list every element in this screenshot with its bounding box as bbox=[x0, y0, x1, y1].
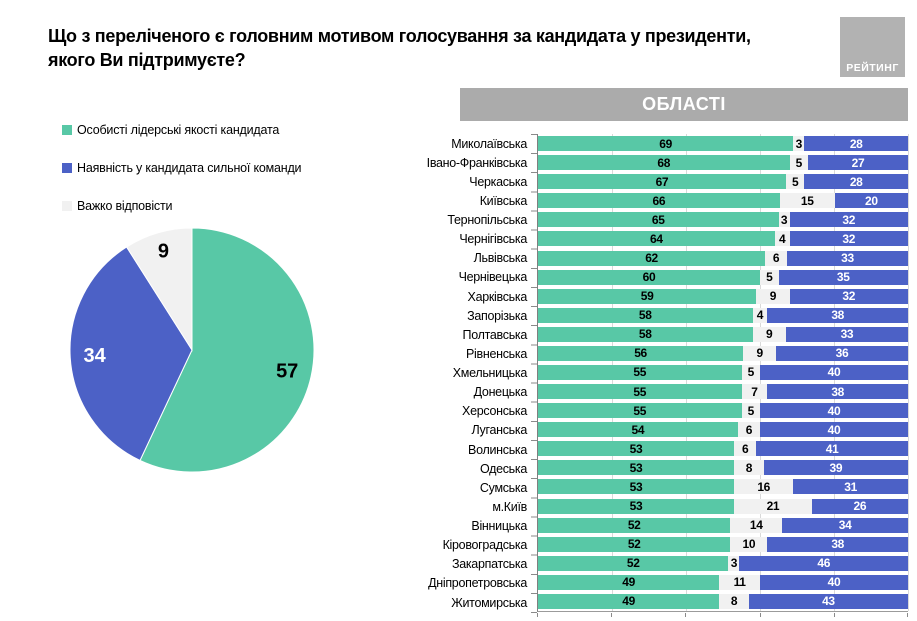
legend-label: Важко відповісти bbox=[77, 198, 173, 213]
rating-logo bbox=[840, 17, 905, 77]
bar-segment bbox=[760, 422, 908, 437]
bar-segment bbox=[790, 289, 908, 304]
legend-swatch-icon bbox=[62, 201, 72, 211]
bar-category-label: Черкаська bbox=[469, 174, 527, 189]
stacked-bar-plot bbox=[537, 134, 908, 612]
bar-segment bbox=[538, 499, 734, 514]
bar-value-label: 20 bbox=[864, 193, 878, 208]
stacked-bar bbox=[538, 327, 908, 342]
bar-row bbox=[538, 363, 908, 382]
bar-segment bbox=[767, 308, 908, 323]
bar-value-label: 33 bbox=[840, 327, 854, 342]
page-title-line1: Що з переліченого є головним мотивом голосування за кандидата у президенти, bbox=[48, 26, 751, 46]
bar-segment bbox=[538, 537, 730, 552]
bar-value-label: 15 bbox=[800, 193, 814, 208]
bar-category-label: Івано-Франківська bbox=[426, 155, 527, 170]
bar-segment bbox=[767, 384, 908, 399]
bar-row bbox=[538, 153, 908, 172]
bar-value-label: 9 bbox=[769, 289, 777, 304]
axis-tick bbox=[834, 613, 835, 617]
bar-row bbox=[538, 325, 908, 344]
bar-segment bbox=[538, 174, 786, 189]
bar-row bbox=[538, 268, 908, 287]
bar-value-label: 16 bbox=[757, 479, 771, 494]
bar-value-label: 34 bbox=[838, 518, 852, 533]
bar-segment bbox=[790, 231, 908, 246]
bar-value-label: 38 bbox=[831, 308, 845, 323]
bar-segment bbox=[742, 384, 768, 399]
bar-segment bbox=[538, 441, 734, 456]
bar-segment bbox=[739, 556, 908, 571]
bar-value-label: 66 bbox=[652, 193, 666, 208]
bar-value-label: 40 bbox=[827, 403, 841, 418]
stacked-bar bbox=[538, 193, 908, 208]
bar-row bbox=[538, 439, 908, 458]
bar-category-label: Тернопільська bbox=[447, 213, 527, 228]
bar-category-label: Дніпропетровська bbox=[428, 576, 527, 591]
bar-category-label: Миколаївська bbox=[451, 136, 527, 151]
bar-value-label: 4 bbox=[756, 308, 764, 323]
bar-value-label: 53 bbox=[629, 499, 643, 514]
bar-value-label: 28 bbox=[849, 136, 863, 151]
bar-category-label: Волинська bbox=[468, 442, 527, 457]
bar-row bbox=[538, 306, 908, 325]
bar-value-label: 5 bbox=[795, 155, 803, 170]
stacked-bar bbox=[538, 136, 908, 151]
axis-tick bbox=[685, 613, 686, 617]
bar-value-label: 52 bbox=[627, 518, 641, 533]
axis-tick bbox=[611, 613, 612, 617]
bar-value-label: 53 bbox=[629, 460, 643, 475]
bar-segment bbox=[734, 441, 756, 456]
bar-value-label: 32 bbox=[842, 289, 856, 304]
bar-row bbox=[538, 248, 908, 267]
bar-category-labels bbox=[412, 134, 531, 612]
bar-segment bbox=[719, 575, 760, 590]
bar-value-label: 55 bbox=[633, 403, 647, 418]
bar-category-label: Херсонська bbox=[462, 404, 527, 419]
bar-value-label: 27 bbox=[851, 155, 865, 170]
bar-segment bbox=[742, 365, 761, 380]
bar-value-label: 54 bbox=[631, 422, 645, 437]
bar-value-label: 39 bbox=[829, 460, 843, 475]
bar-value-label: 6 bbox=[745, 422, 753, 437]
stacked-bar bbox=[538, 270, 908, 285]
bar-category-label: Полтавська bbox=[462, 327, 527, 342]
bar-value-label: 9 bbox=[766, 327, 773, 342]
bar-value-label: 64 bbox=[650, 231, 663, 246]
bar-row bbox=[538, 172, 908, 191]
bar-segment bbox=[786, 327, 908, 342]
bar-value-label: 5 bbox=[747, 365, 754, 380]
bar-segment bbox=[734, 479, 793, 494]
bar-segment bbox=[538, 479, 734, 494]
bar-segment bbox=[835, 193, 908, 208]
bar-category-label: Чернігівська bbox=[459, 232, 527, 247]
bar-category-label: Запорізька bbox=[467, 308, 527, 323]
stacked-bar bbox=[538, 212, 908, 227]
bar-segment bbox=[538, 155, 790, 170]
bar-segment bbox=[538, 251, 765, 266]
bar-row bbox=[538, 229, 908, 248]
bar-value-label: 49 bbox=[622, 575, 636, 590]
bar-segment bbox=[538, 346, 743, 361]
stacked-bar bbox=[538, 460, 908, 475]
bar-segment bbox=[793, 479, 908, 494]
bar-segment bbox=[538, 518, 730, 533]
stacked-bar bbox=[538, 403, 908, 418]
bar-segment bbox=[538, 384, 742, 399]
bar-row bbox=[538, 401, 908, 420]
bar-segment bbox=[782, 518, 908, 533]
oblast-section-header bbox=[460, 88, 908, 121]
bar-segment bbox=[728, 556, 739, 571]
pie-value-label: 9 bbox=[157, 240, 169, 263]
bar-category-label: Луганська bbox=[471, 423, 527, 438]
bar-category-label: Чернівецька bbox=[458, 270, 527, 285]
axis-tick bbox=[760, 613, 761, 617]
bar-value-label: 41 bbox=[825, 441, 839, 456]
bar-row bbox=[538, 420, 908, 439]
bar-value-label: 11 bbox=[733, 575, 746, 590]
bar-value-label: 21 bbox=[766, 499, 780, 514]
bar-value-label: 43 bbox=[822, 594, 835, 609]
legend-item-hard-to-answer bbox=[62, 199, 301, 212]
bar-value-label: 6 bbox=[742, 441, 749, 456]
bar-segment bbox=[743, 346, 776, 361]
pie-value-label: 57 bbox=[276, 360, 299, 383]
bar-value-label: 68 bbox=[657, 155, 671, 170]
page-title bbox=[48, 24, 838, 72]
bar-value-label: 7 bbox=[751, 384, 758, 399]
legend bbox=[62, 123, 301, 237]
legend-swatch-icon bbox=[62, 125, 72, 135]
bar-row bbox=[538, 496, 908, 515]
stacked-bar bbox=[538, 308, 908, 323]
legend-label: Особисті лідерські якості кандидата bbox=[77, 122, 280, 137]
bar-segment bbox=[780, 193, 835, 208]
bar-value-label: 40 bbox=[827, 422, 841, 437]
bar-value-label: 5 bbox=[747, 403, 754, 418]
bar-value-label: 28 bbox=[849, 174, 863, 189]
bar-row bbox=[538, 210, 908, 229]
bar-segment bbox=[779, 270, 909, 285]
bar-segment bbox=[760, 403, 908, 418]
bar-segment bbox=[730, 537, 767, 552]
bar-segment bbox=[730, 518, 782, 533]
bar-segment bbox=[749, 594, 908, 609]
bar-segment bbox=[760, 575, 908, 590]
bar-category-label: Житомирська bbox=[451, 595, 527, 610]
bar-segment bbox=[538, 308, 753, 323]
stacked-bar bbox=[538, 556, 908, 571]
bar-value-label: 14 bbox=[749, 518, 763, 533]
bar-segment bbox=[753, 308, 768, 323]
bar-category-label: Одеська bbox=[479, 461, 527, 476]
bar-category-label: Харківська bbox=[467, 289, 527, 304]
bar-value-label: 65 bbox=[651, 212, 665, 227]
bar-row bbox=[538, 191, 908, 210]
bar-value-label: 38 bbox=[831, 537, 845, 552]
bar-row bbox=[538, 592, 908, 611]
bar-row bbox=[538, 344, 908, 363]
stacked-bar bbox=[538, 346, 908, 361]
bar-segment bbox=[765, 251, 787, 266]
bar-value-label: 49 bbox=[622, 594, 636, 609]
stacked-bar bbox=[538, 537, 908, 552]
bar-value-label: 3 bbox=[730, 556, 738, 571]
bar-segment bbox=[767, 537, 908, 552]
bar-value-label: 56 bbox=[634, 346, 647, 361]
bar-segment bbox=[786, 174, 805, 189]
value-axis-ticks bbox=[537, 613, 908, 617]
stacked-bar bbox=[538, 251, 908, 266]
bar-segment bbox=[808, 155, 908, 170]
bar-value-label: 69 bbox=[659, 136, 673, 151]
bar-value-label: 46 bbox=[817, 556, 831, 571]
bar-segment bbox=[538, 403, 742, 418]
bar-value-label: 36 bbox=[835, 346, 849, 361]
stacked-bar bbox=[538, 422, 908, 437]
bar-row bbox=[538, 573, 908, 592]
bar-value-label: 8 bbox=[730, 594, 738, 609]
bar-segment bbox=[538, 289, 756, 304]
bar-value-label: 32 bbox=[842, 212, 856, 227]
legend-item-strong-team bbox=[62, 161, 301, 174]
bar-segment bbox=[538, 327, 753, 342]
bar-value-label: 10 bbox=[742, 537, 756, 552]
bar-value-label: 33 bbox=[841, 251, 854, 265]
bar-value-label: 9 bbox=[756, 346, 763, 361]
bar-category-label: м.Київ bbox=[492, 499, 527, 514]
stacked-bar bbox=[538, 479, 908, 494]
bar-value-label: 55 bbox=[633, 365, 647, 380]
bar-segment bbox=[753, 327, 786, 342]
bar-segment bbox=[538, 212, 779, 227]
bar-category-label: Закарпатська bbox=[451, 557, 527, 572]
bar-segment bbox=[734, 460, 764, 475]
bar-value-label: 5 bbox=[766, 270, 773, 285]
bar-segment bbox=[538, 365, 742, 380]
bar-segment bbox=[804, 174, 908, 189]
bar-row bbox=[538, 554, 908, 573]
bar-row bbox=[538, 516, 908, 535]
bar-segment bbox=[538, 231, 775, 246]
bar-segment bbox=[756, 289, 789, 304]
bar-segment bbox=[793, 136, 804, 151]
stacked-bar bbox=[538, 499, 908, 514]
rating-logo-label: РЕЙТИНГ bbox=[846, 62, 899, 74]
bar-segment bbox=[734, 499, 812, 514]
bar-category-label: Київська bbox=[479, 193, 527, 208]
bar-row bbox=[538, 458, 908, 477]
bar-segment bbox=[538, 422, 738, 437]
stacked-bar bbox=[538, 289, 908, 304]
bar-segment bbox=[719, 594, 749, 609]
bar-value-label: 26 bbox=[853, 499, 867, 514]
bar-value-label: 53 bbox=[629, 441, 643, 456]
bar-segment bbox=[764, 460, 908, 475]
bar-value-label: 4 bbox=[779, 231, 786, 246]
bar-value-label: 8 bbox=[745, 460, 753, 475]
stacked-bar bbox=[538, 174, 908, 189]
bar-value-label: 3 bbox=[780, 212, 788, 227]
stacked-bar bbox=[538, 594, 908, 609]
bar-segment bbox=[787, 251, 908, 266]
stacked-bar bbox=[538, 518, 908, 533]
bar-rows bbox=[538, 134, 908, 611]
bar-category-label: Вінницька bbox=[471, 519, 527, 534]
bar-value-label: 55 bbox=[633, 384, 647, 399]
legend-swatch-icon bbox=[62, 163, 72, 173]
bar-value-label: 59 bbox=[640, 289, 654, 304]
bar-segment bbox=[776, 346, 908, 361]
bar-segment bbox=[538, 193, 780, 208]
bar-segment bbox=[538, 136, 793, 151]
bar-segment bbox=[538, 594, 719, 609]
stacked-bar bbox=[538, 365, 908, 380]
bar-value-label: 5 bbox=[791, 174, 799, 189]
bar-value-label: 40 bbox=[827, 365, 841, 380]
axis-tick bbox=[537, 613, 538, 617]
bar-category-label: Рівненська bbox=[466, 346, 527, 361]
pie-value-label: 34 bbox=[83, 345, 106, 368]
bar-value-label: 60 bbox=[642, 270, 656, 285]
legend-item-leader-qualities bbox=[62, 123, 301, 136]
bar-value-label: 31 bbox=[844, 479, 857, 494]
bar-value-label: 32 bbox=[842, 231, 856, 246]
bar-segment bbox=[790, 155, 809, 170]
bar-value-label: 52 bbox=[627, 537, 641, 552]
bar-value-label: 52 bbox=[626, 556, 640, 571]
bar-segment bbox=[538, 575, 719, 590]
bar-segment bbox=[742, 403, 761, 418]
bar-segment bbox=[538, 460, 734, 475]
bar-segment bbox=[538, 270, 760, 285]
stacked-bar bbox=[538, 231, 908, 246]
bar-row bbox=[538, 287, 908, 306]
bar-category-label: Хмельницька bbox=[452, 366, 527, 381]
oblast-header-label: ОБЛАСТІ bbox=[642, 94, 726, 114]
bar-value-label: 67 bbox=[655, 174, 669, 189]
bar-category-label: Львівська bbox=[473, 251, 527, 266]
bar-segment bbox=[738, 422, 760, 437]
bar-category-label: Кіровоградська bbox=[442, 538, 527, 553]
bar-row bbox=[538, 134, 908, 153]
gridline bbox=[908, 134, 909, 611]
stacked-bar bbox=[538, 441, 908, 456]
bar-value-label: 6 bbox=[772, 251, 780, 265]
stacked-bar bbox=[538, 384, 908, 399]
bar-row bbox=[538, 382, 908, 401]
bar-segment bbox=[779, 212, 790, 227]
bar-segment bbox=[812, 499, 908, 514]
pie-chart bbox=[66, 224, 318, 476]
bar-value-label: 40 bbox=[827, 575, 841, 590]
axis-tick bbox=[907, 613, 908, 617]
stacked-bar bbox=[538, 575, 908, 590]
bar-segment bbox=[538, 556, 728, 571]
bar-row bbox=[538, 477, 908, 496]
bar-category-label: Донецька bbox=[473, 385, 527, 400]
bar-value-label: 58 bbox=[638, 308, 652, 323]
bar-value-label: 38 bbox=[831, 384, 845, 399]
bar-category-label: Сумська bbox=[479, 480, 527, 495]
bar-segment bbox=[756, 441, 908, 456]
stacked-bar bbox=[538, 155, 908, 170]
bar-value-label: 58 bbox=[638, 327, 652, 342]
bar-segment bbox=[790, 212, 908, 227]
bar-row bbox=[538, 535, 908, 554]
bar-value-label: 35 bbox=[836, 270, 850, 285]
bar-value-label: 62 bbox=[645, 251, 658, 265]
bar-segment bbox=[804, 136, 908, 151]
bar-segment bbox=[760, 270, 779, 285]
bar-value-label: 53 bbox=[629, 479, 643, 494]
legend-label: Наявність у кандидата сильної команди bbox=[77, 160, 302, 175]
bar-segment bbox=[775, 231, 790, 246]
page-title-line2: якого Ви підтримуєте? bbox=[48, 50, 246, 70]
bar-segment bbox=[760, 365, 908, 380]
bar-value-label: 3 bbox=[795, 136, 803, 151]
